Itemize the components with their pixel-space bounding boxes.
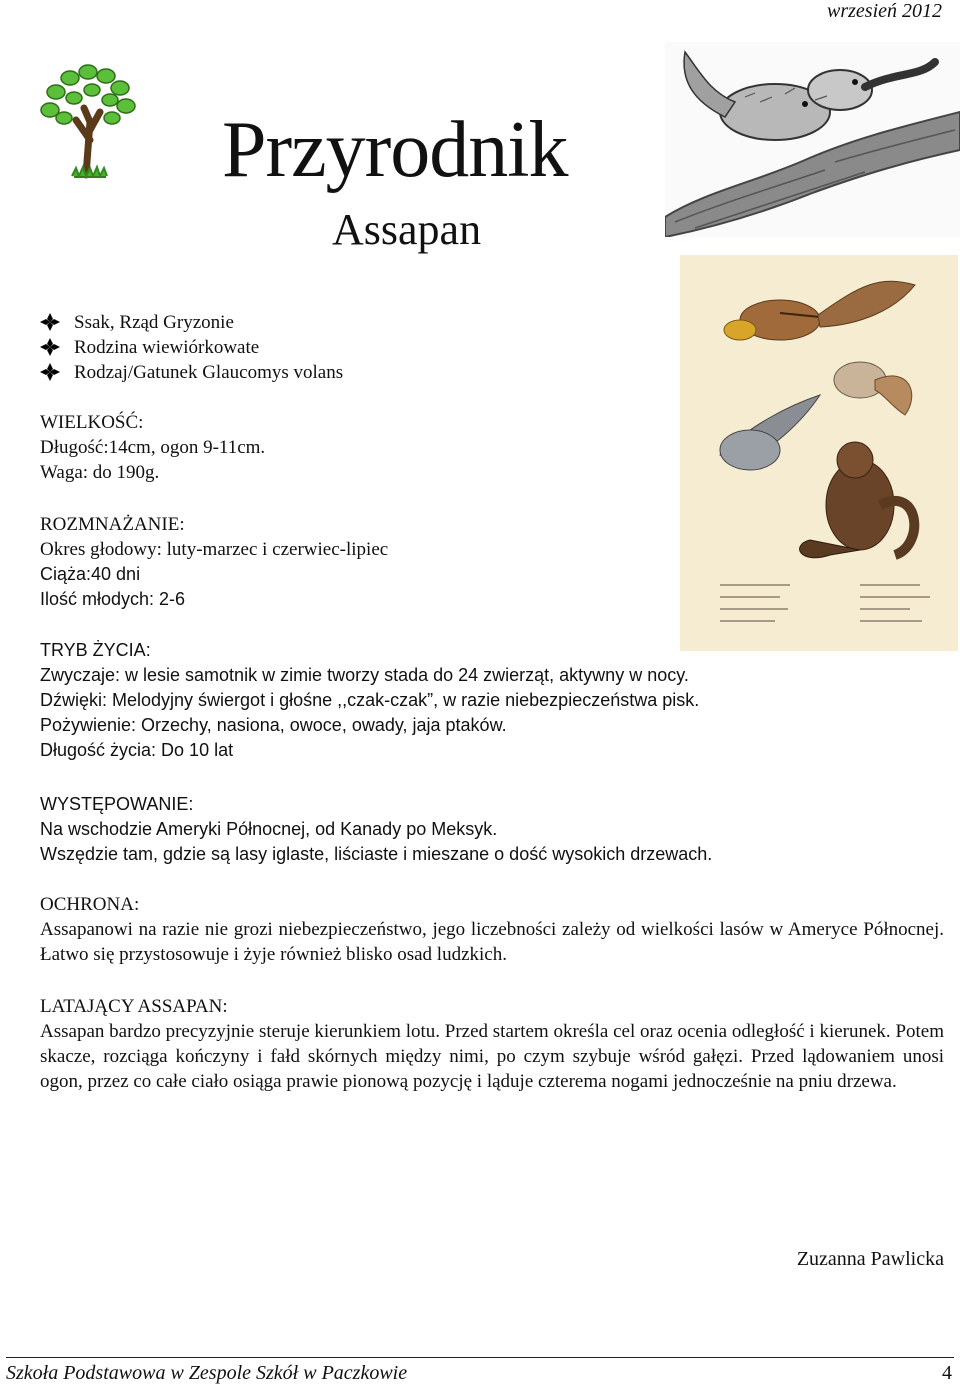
section-heading: LATAJĄCY ASSAPAN: <box>40 996 228 1017</box>
section-line: Na wschodzie Ameryki Północnej, od Kanady po Meksyk. <box>40 819 498 839</box>
section-line: Długość:14cm, ogon 9-11cm. <box>40 437 266 458</box>
page-number: 4 <box>942 1362 952 1384</box>
section-line: Dźwięki: Melodyjny świergot i głośne ,,czak-czak”, w razie niebezpieczeństwa pisk. <box>40 690 700 710</box>
bullet-text: Rodzina wiewiórkowate <box>74 337 260 358</box>
section-line: Ciąża:40 dni <box>40 564 141 584</box>
section-line: Waga: do 190g. <box>40 462 160 483</box>
section-line: Okres głodowy: luty-marzec i czerwiec-lipiec <box>40 539 389 560</box>
section-protection <box>40 892 944 967</box>
author-signature: Zuzanna Pawlicka <box>796 1248 944 1270</box>
taxonomy-list <box>40 310 343 385</box>
section-line: Wszędzie tam, gdzie są lasy iglaste, liściaste i mieszane o dość wysokich drzewach. <box>40 844 713 864</box>
section-heading: TRYB ŻYCIA: <box>40 640 151 660</box>
bullet-text: Ssak, Rząd Gryzonie <box>74 312 234 333</box>
article-subtitle: Assapan <box>332 205 482 254</box>
section-paragraph: Assapan bardzo precyzyjnie steruje kierunkiem lotu. Przed startem określa cel oraz ocenia odległość i kierunek. Potem skacze, rozciąga kończyny i fałd skórnych między nimi, po czym szybuje wśród gałęzi. Przed lądowaniem unosi ogon, przez co całe ciało osiąga prawie pionową pozycję i ląduje czterema nogami jednocześnie na pniu drzewa. <box>40 1021 944 1092</box>
section-paragraph: Assapanowi na razie nie grozi niebezpieczeństwo, jego liczebności zależy od wielkości lasów w Ameryce Północnej. Łatwo się przystosowuje i żyje również blisko osad ludzkich. <box>40 919 944 965</box>
section-heading: OCHRONA: <box>40 894 140 915</box>
bullet-text: Rodzaj/Gatunek Glaucomys volans <box>74 362 344 383</box>
magazine-title: Przyrodnik <box>222 106 568 194</box>
list-item <box>40 360 343 385</box>
section-reproduction <box>40 512 944 612</box>
section-flying <box>40 994 944 1094</box>
section-heading: ROZMNAŻANIE: <box>40 514 185 535</box>
footer-divider <box>6 1357 954 1358</box>
section-occurrence <box>40 792 944 867</box>
section-line: Ilość młodych: 2-6 <box>40 589 186 609</box>
section-heading: WYSTĘPOWANIE: <box>40 794 194 814</box>
issue-date: wrzesień 2012 <box>827 0 942 22</box>
tree-logo-icon <box>34 60 144 180</box>
list-item <box>40 335 343 360</box>
section-size <box>40 410 944 485</box>
footer-school: Szkoła Podstawowa w Zespole Szkół w Paczkowie <box>6 1362 408 1384</box>
section-line: Długość życia: Do 10 lat <box>40 740 234 760</box>
flying-squirrels-drawing <box>665 42 960 237</box>
section-lifestyle <box>40 638 944 763</box>
list-item <box>40 310 343 335</box>
section-heading: WIELKOŚĆ: <box>40 412 144 433</box>
section-line: Zwyczaje: w lesie samotnik w zimie tworzy stada do 24 zwierząt, aktywny w nocy. <box>40 665 689 685</box>
diamond-bullet-icon <box>40 363 60 388</box>
section-line: Pożywienie: Orzechy, nasiona, owoce, owady, jaja ptaków. <box>40 715 507 735</box>
